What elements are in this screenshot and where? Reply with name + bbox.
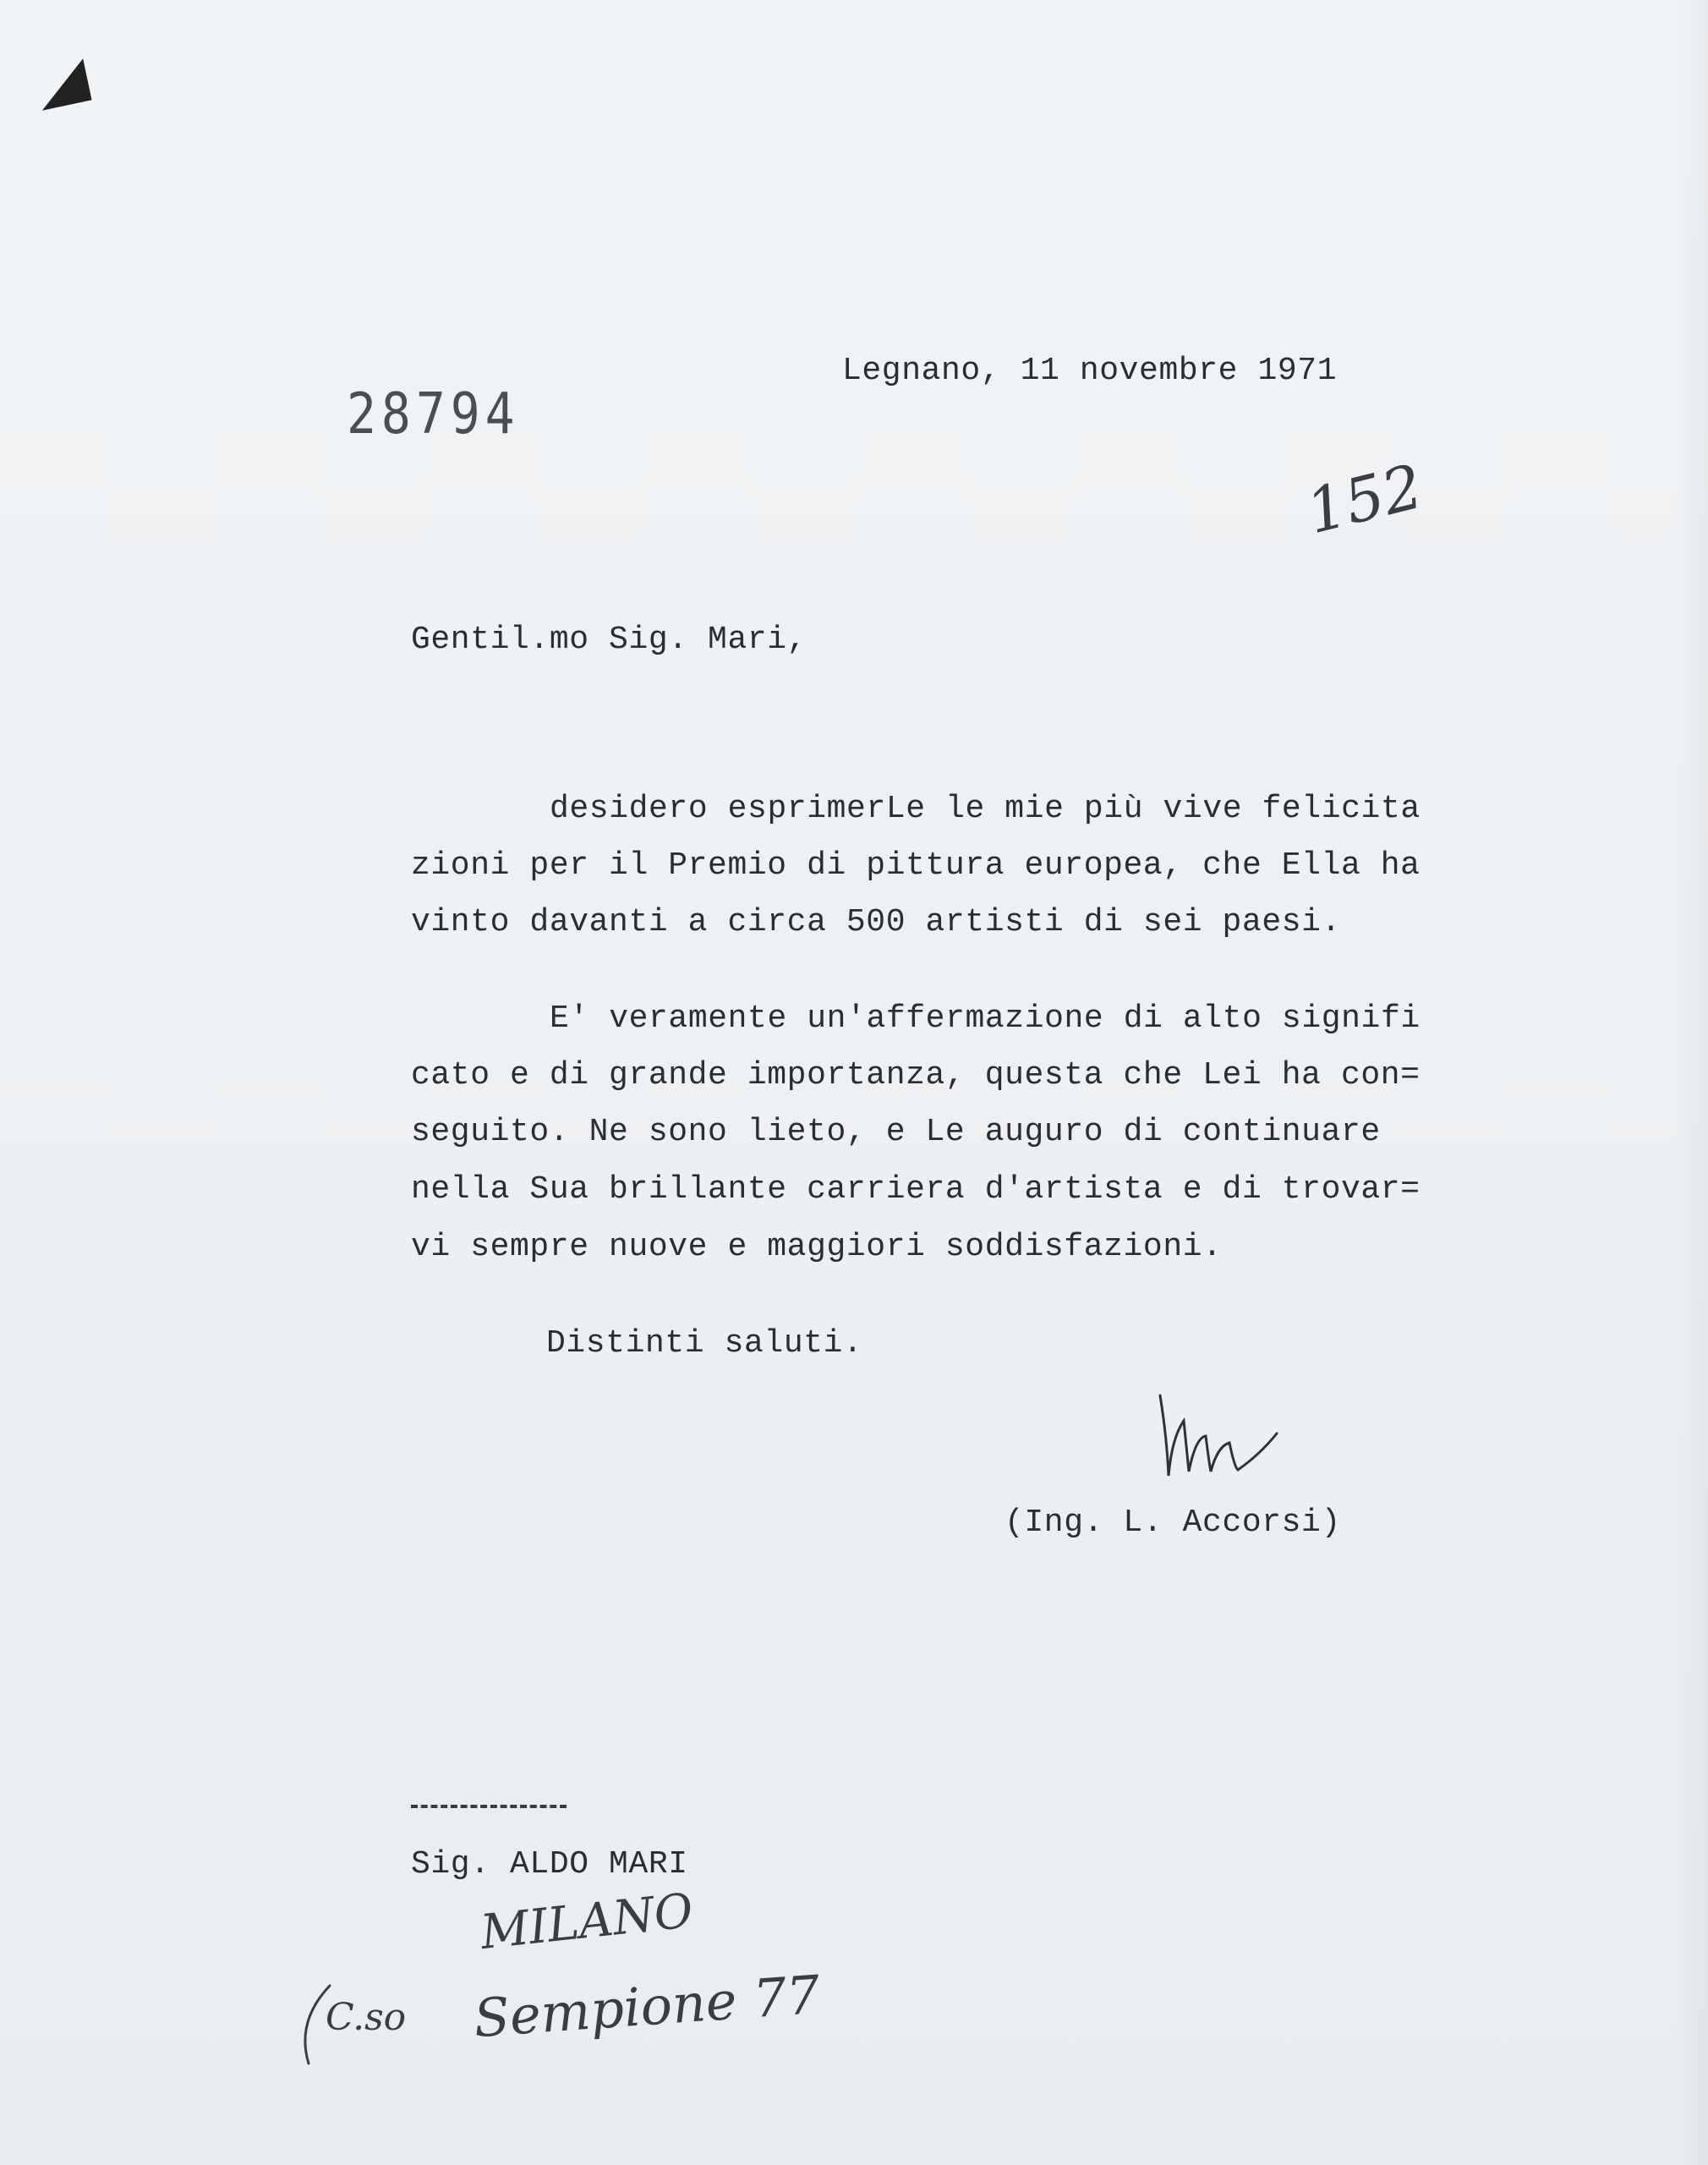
- paragraph2-line2: cato e di grande importanza, questa che Lei ha con=: [411, 1057, 1421, 1093]
- handwritten-signature: [1150, 1387, 1302, 1488]
- signatory: (Ing. L. Accorsi): [1005, 1505, 1341, 1541]
- paragraph2-line1: E' veramente un'affermazione di alto signifi: [550, 1000, 1421, 1037]
- handwritten-address: Sempione 77: [471, 1963, 823, 2050]
- protocol-stamp: 28794: [347, 380, 520, 447]
- paragraph2-line4: nella Sua brillante carriera d'artista e di trovar=: [411, 1171, 1421, 1208]
- paragraph1-line2: zioni per il Premio di pittura europea, che Ella ha: [411, 847, 1421, 884]
- paragraph1-line3: vinto davanti a circa 500 artisti di sei paesi.: [411, 904, 1341, 940]
- salutation: Gentil.mo Sig. Mari,: [411, 622, 807, 658]
- paper-edge-shadow: [1674, 0, 1708, 2165]
- folded-corner: [33, 58, 91, 110]
- handwritten-city: MILANO: [478, 1883, 696, 1960]
- handwritten-address-prefix: C.so: [326, 1996, 407, 2039]
- paragraph2-line3: seguito. Ne sono lieto, e Le auguro di continuare: [411, 1114, 1381, 1150]
- place-date: Legnano, 11 novembre 1971: [842, 353, 1338, 389]
- recipient: Sig. ALDO MARI: [411, 1846, 688, 1883]
- closing: Distinti saluti.: [546, 1325, 863, 1362]
- margin-note: 152: [1299, 450, 1430, 548]
- paragraph1-line1: desidero esprimerLe le mie più vive felicita: [550, 791, 1421, 827]
- paragraph2-line5: vi sempre nuove e maggiori soddisfazioni.: [411, 1229, 1223, 1265]
- separator-rule: [411, 1805, 567, 1808]
